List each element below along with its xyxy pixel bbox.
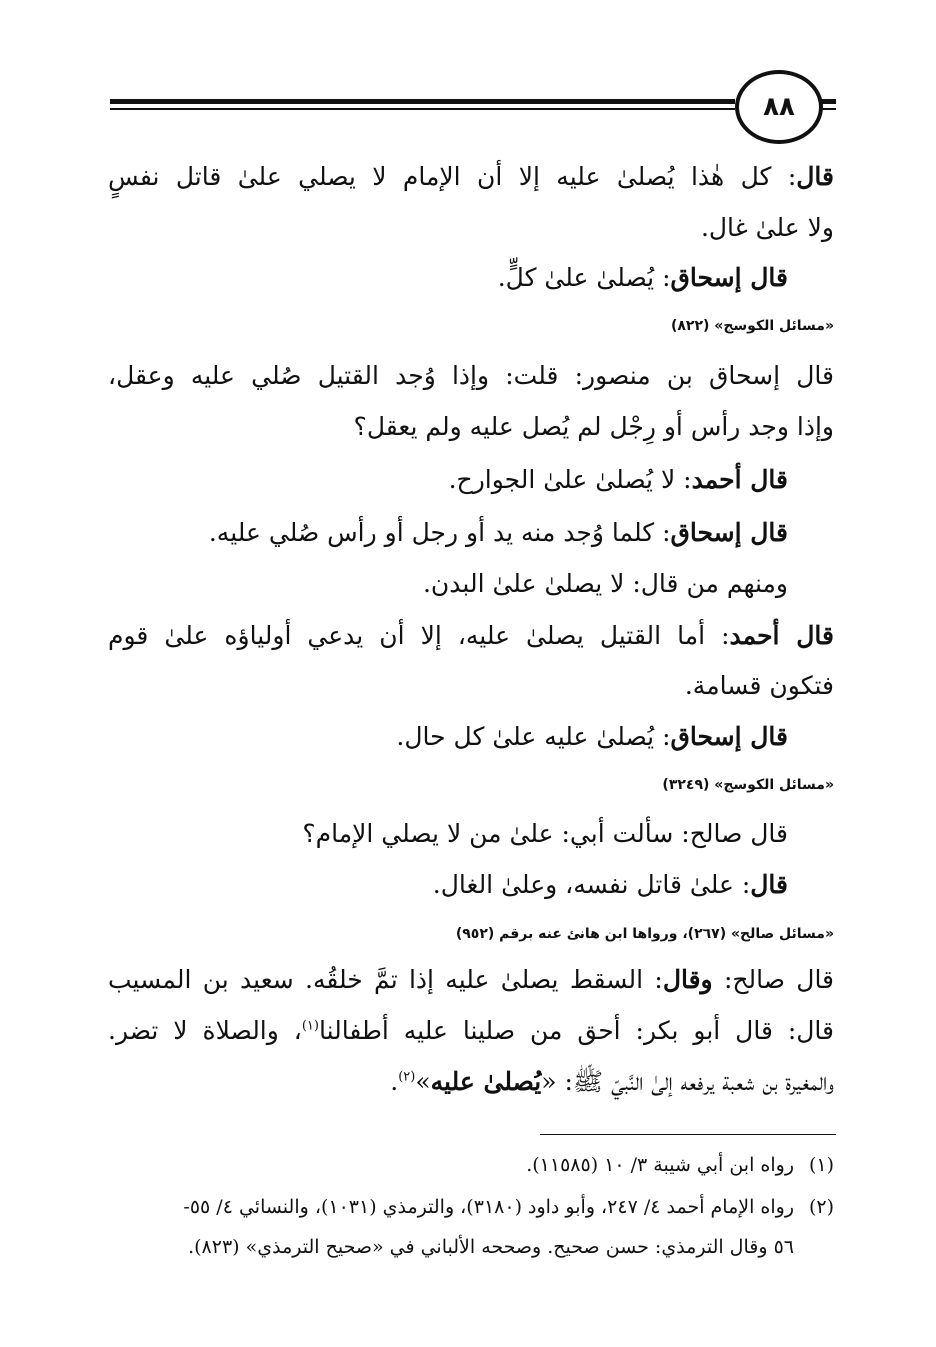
text-line: ومنهم من قال: لا يصلىٰ علىٰ البدن. (422, 569, 788, 598)
text-line: قال: كل هٰذا يُصلىٰ عليه إلا أن الإمام لا يصلي علىٰ قاتل نفسٍ (108, 162, 834, 191)
footnote-ref[interactable]: (١) (301, 1018, 319, 1034)
text-line: والمغيرة بن شعبة يرفعه إلىٰ النَّبيّ ﷺ: «يُصلىٰ عليه»$^{(٢)}$. (390, 1067, 834, 1096)
text-line: قال: قال أبو بكر: أحق من صلينا عليه أطفالنا$^{(١)}$، والصلاة لا تضر. (108, 1016, 834, 1045)
text-line: قال أحمد: لا يُصلىٰ علىٰ الجوارح. (448, 465, 788, 494)
text-line: قال صالح: وقال: السقط يصلىٰ عليه إذا تمَّ خلقُه. سعيد بن المسيب (108, 965, 835, 994)
text-line: فتكون قسامة. (684, 671, 834, 700)
text-line: قال صالح: سألت أبي: علىٰ من لا يصلي الإمام؟ (302, 819, 788, 848)
text-line: وإذا وجد رأس أو رِجْل لم يُصل عليه ولم يعقل؟ (353, 412, 834, 441)
header-rule (110, 99, 735, 104)
text-line: قال إسحاق بن منصور: قلت: وإذا وُجد القتيل صُلي عليه وعقل، (108, 361, 834, 390)
header-rule-thin (110, 108, 735, 110)
footnote: (١)رواه ابن أبي شيبة ٣/ ١٠ (١١٥٨٥). (526, 1154, 834, 1176)
text-line: قال إسحاق: يُصلىٰ علىٰ كلٍّ. (497, 263, 788, 292)
text-line: ولا علىٰ غال. (700, 213, 834, 242)
footnote-ref[interactable]: (٢) (398, 1069, 416, 1085)
text-line: قال: علىٰ قاتل نفسه، وعلىٰ الغال. (432, 870, 788, 899)
source-citation: «مسائل صالح» (٢٦٧)، ورواها ابن هانئ عنه برقم (٩٥٢) (455, 926, 834, 942)
text-line: قال إسحاق: كلما وُجد منه يد أو رجل أو رأس صُلي عليه. (208, 518, 788, 547)
footnote-continuation: ٥٦ وقال الترمذي: حسن صحيح. وصححه الألباني في «صحيح الترمذي» (٨٢٣). (188, 1236, 794, 1258)
footnote: (٢)رواه الإمام أحمد ٤/ ٢٤٧، وأبو داود (٣١٨٠)، والترمذي (١٠٣١)، والنسائي ٤/ ٥٥- (183, 1196, 834, 1218)
footnote-rule (540, 1134, 836, 1135)
text-line: قال أحمد: أما القتيل يصلىٰ عليه، إلا أن يدعي أولياؤه علىٰ قوم (108, 621, 834, 650)
source-citation: «مسائل الكوسج» (٣٢٤٩) (662, 777, 834, 793)
source-citation: «مسائل الكوسج» (٨٢٢) (670, 318, 834, 334)
text-line: قال إسحاق: يُصلىٰ عليه علىٰ كل حال. (396, 722, 788, 751)
page-number: ٨٨ (735, 70, 823, 144)
